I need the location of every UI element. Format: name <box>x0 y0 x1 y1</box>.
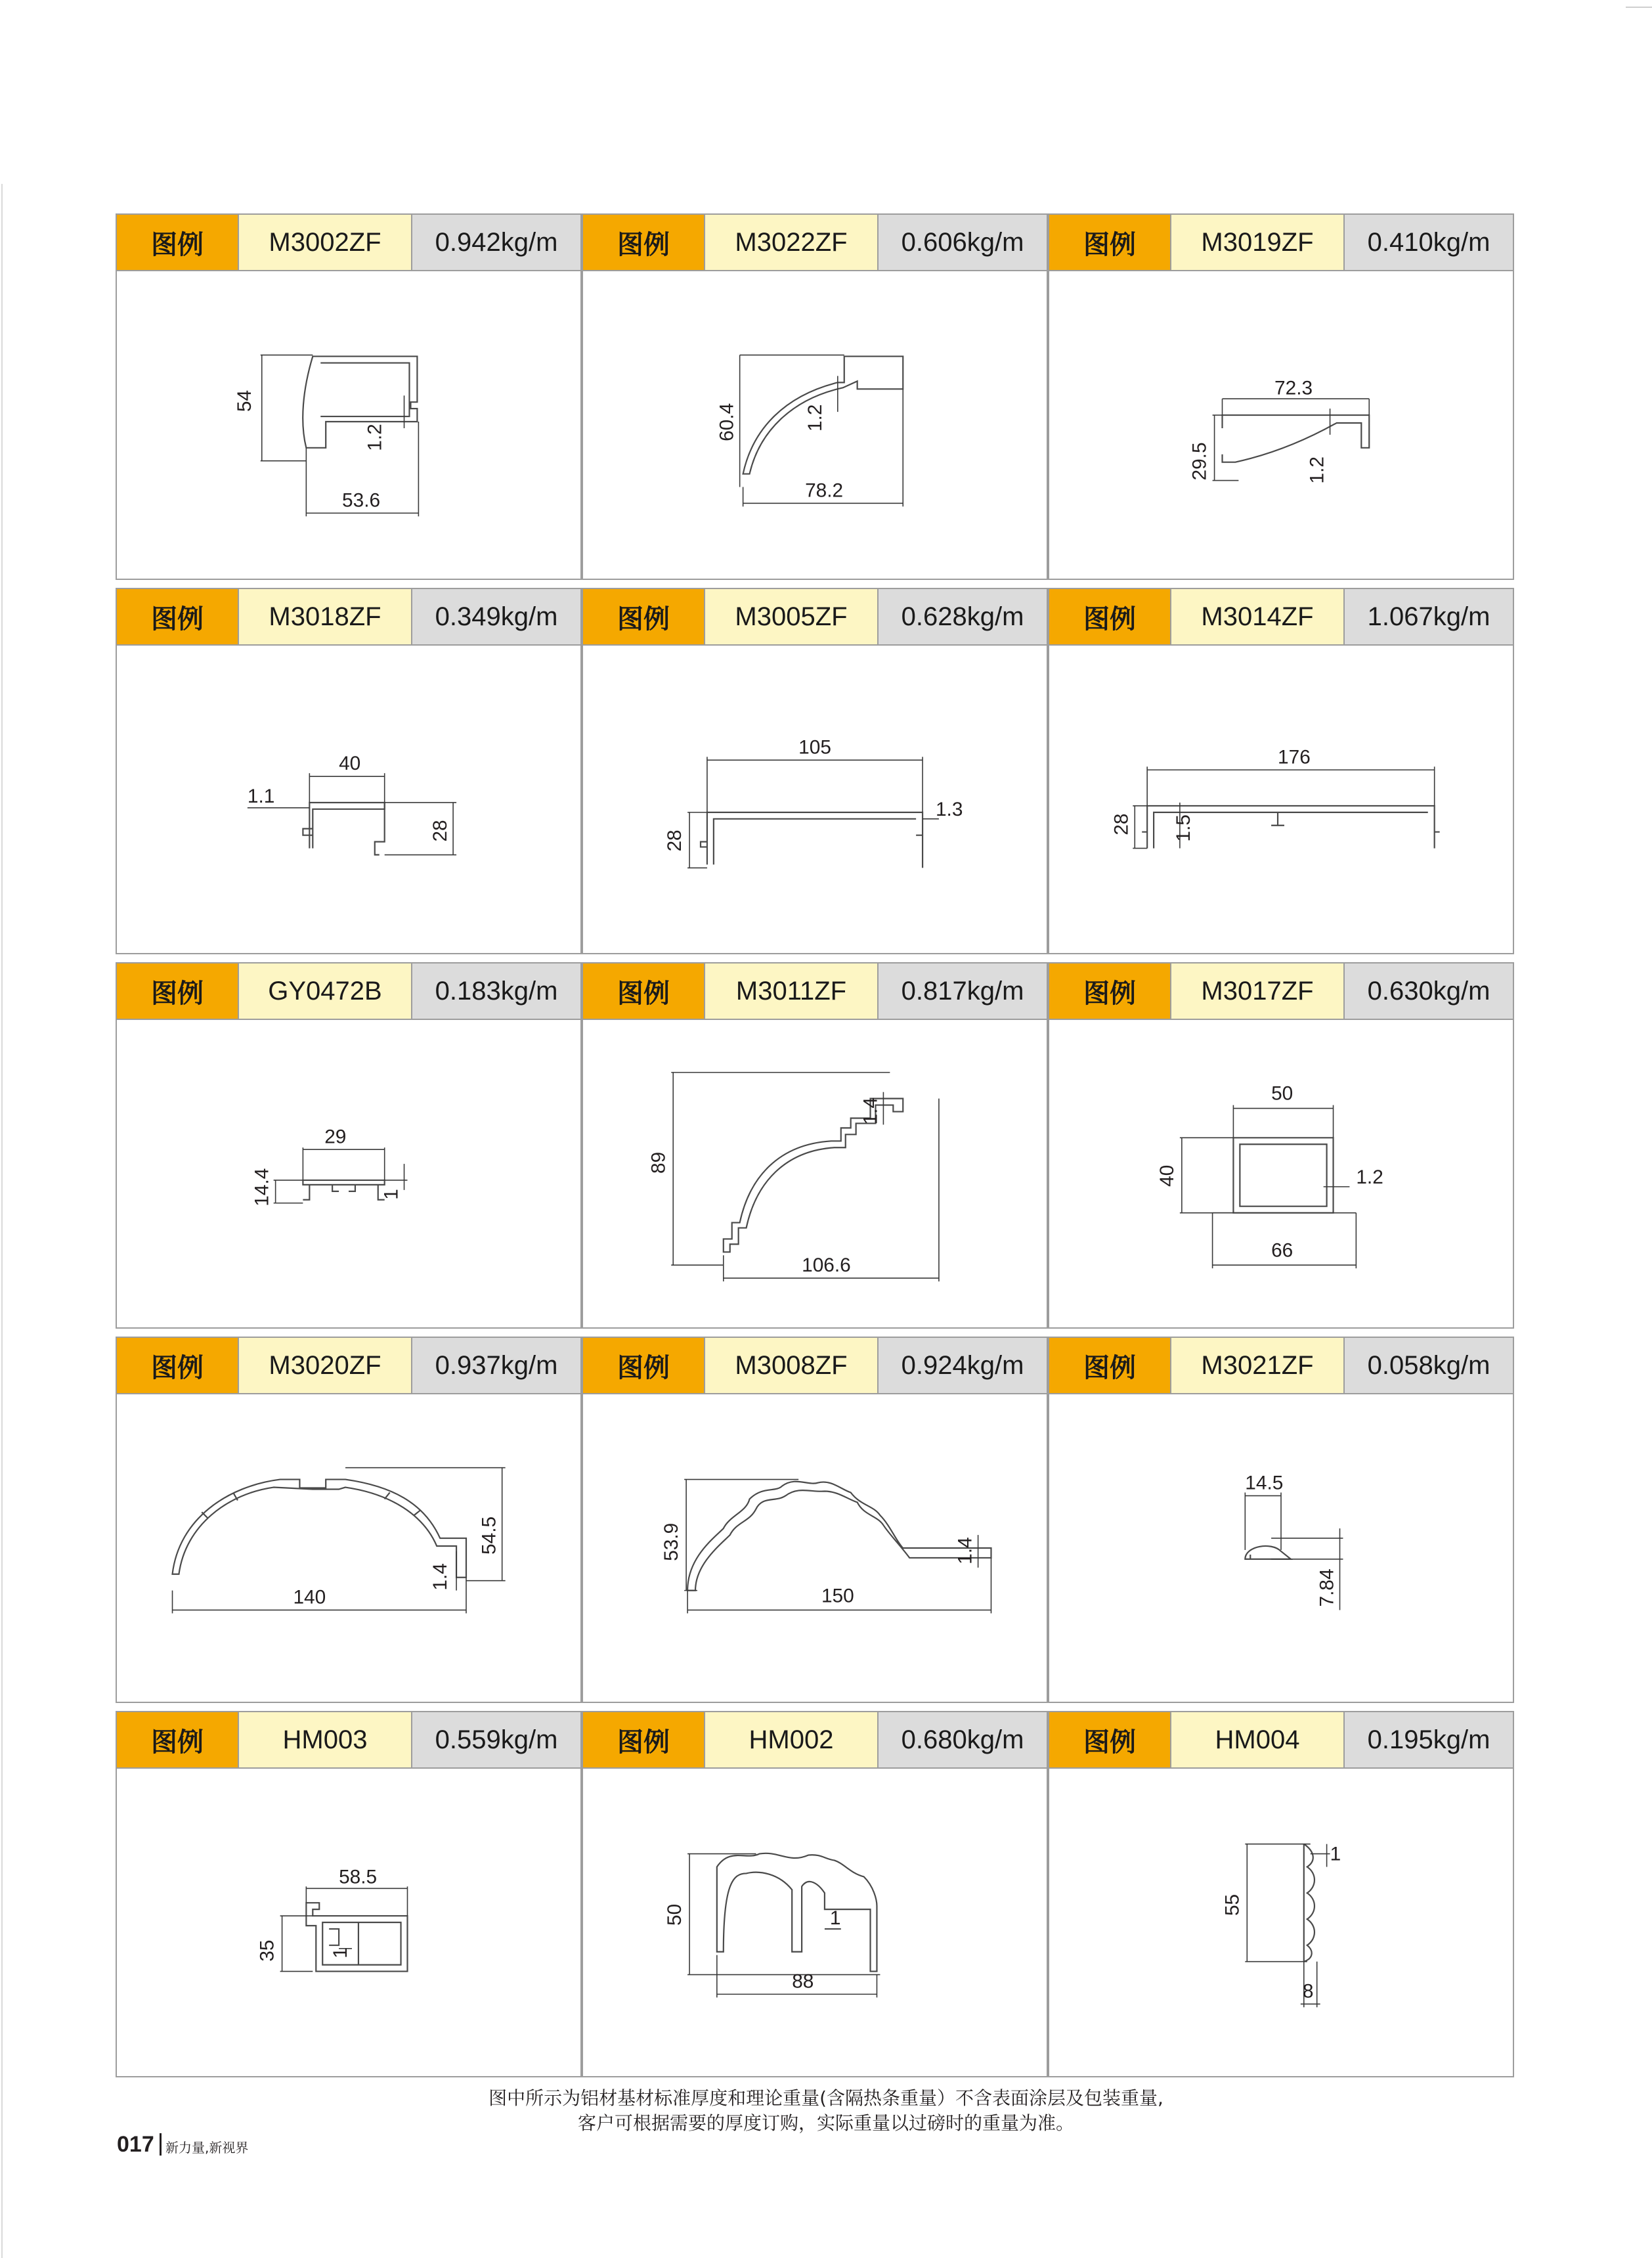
dim-height: 54.5 <box>478 1516 500 1555</box>
profile-weight: 0.559kg/m <box>412 1712 580 1767</box>
profile-code: GY0472B <box>239 963 412 1019</box>
legend-label: 图例 <box>583 1712 705 1767</box>
dim-height: 14.4 <box>251 1168 273 1206</box>
profile-section-diagram <box>1049 1769 1513 2076</box>
dim-thickness: 1.2 <box>1356 1166 1383 1188</box>
card-header <box>117 963 580 1020</box>
card-header <box>583 963 1047 1020</box>
legend-label: 图例 <box>1049 589 1171 644</box>
profile-section-diagram <box>583 1394 1047 1702</box>
legend-label: 图例 <box>117 963 239 1019</box>
dim-height: 40 <box>1156 1164 1178 1187</box>
dim-thickness: 1.5 <box>1172 814 1194 842</box>
profile-section-diagram <box>583 646 1047 953</box>
dim-width: 53.6 <box>342 489 381 512</box>
profile-code: HM003 <box>239 1712 412 1767</box>
dim-height: 55 <box>1221 1893 1244 1916</box>
dim-thickness: 1.3 <box>935 798 963 820</box>
card-header <box>117 589 580 646</box>
legend-label: 图例 <box>117 1712 239 1767</box>
footer-note-line2: 客户可根据需要的厚度订购，实际重量以过磅时的重量为准。 <box>577 2112 1074 2134</box>
profile-card <box>116 1711 582 2077</box>
dim-width: 72.3 <box>1274 377 1313 399</box>
legend-label: 图例 <box>117 215 239 270</box>
profile-weight: 0.606kg/m <box>879 215 1047 270</box>
profile-card <box>1048 962 1514 1329</box>
profile-section-diagram <box>117 1394 580 1702</box>
profile-drawing <box>583 1769 1047 2076</box>
dim-width: 40 <box>339 753 361 775</box>
profile-drawing <box>117 646 580 953</box>
profile-weight: 0.924kg/m <box>879 1338 1047 1393</box>
legend-label: 图例 <box>1049 215 1171 270</box>
card-header <box>583 1338 1047 1394</box>
dim-height: 28 <box>1110 813 1133 835</box>
profile-section-diagram <box>117 1769 580 2076</box>
profile-card <box>1048 1711 1514 2077</box>
profile-code: M3011ZF <box>705 963 879 1019</box>
card-header <box>583 1712 1047 1769</box>
profile-weight: 0.680kg/m <box>879 1712 1047 1767</box>
legend-label: 图例 <box>1049 1338 1171 1393</box>
profile-drawing <box>1049 1769 1513 2076</box>
card-header <box>1049 963 1513 1020</box>
profile-drawing <box>583 1020 1047 1327</box>
dim-height: 7.84 <box>1316 1568 1338 1607</box>
dim-thickness: 1 <box>1330 1843 1341 1865</box>
profile-drawing <box>1049 1394 1513 1702</box>
legend-label: 图例 <box>117 1338 239 1393</box>
dim-height: 53.9 <box>661 1522 683 1561</box>
dim-thickness: 1 <box>380 1189 402 1200</box>
profile-drawing <box>1049 271 1513 579</box>
profile-card <box>582 1711 1048 2077</box>
card-header <box>1049 215 1513 271</box>
dim-thickness: 1 <box>829 1907 841 1929</box>
profile-section-diagram <box>117 271 580 579</box>
profile-card <box>582 213 1048 580</box>
profile-code: M3020ZF <box>239 1338 412 1393</box>
footer-slogan: 新力量,新视界 <box>165 2140 249 2156</box>
legend-label: 图例 <box>583 589 705 644</box>
dim-height: 35 <box>256 1939 278 1962</box>
profile-drawing <box>583 646 1047 953</box>
profile-card <box>116 962 582 1329</box>
dim-width: 78.2 <box>805 479 844 502</box>
profile-drawing <box>117 1394 580 1702</box>
profile-drawing <box>583 271 1047 579</box>
profile-code: M3017ZF <box>1171 963 1345 1019</box>
legend-label: 图例 <box>1049 1712 1171 1767</box>
card-header <box>1049 1338 1513 1394</box>
profile-weight: 1.067kg/m <box>1345 589 1513 644</box>
profile-drawing <box>583 1394 1047 1702</box>
card-header <box>583 589 1047 646</box>
dim-thickness: 1.4 <box>859 1097 882 1125</box>
profile-code: HM004 <box>1171 1712 1345 1767</box>
profile-drawing <box>117 1769 580 2076</box>
profile-card <box>582 962 1048 1329</box>
profile-section-diagram <box>1049 271 1513 579</box>
profile-card <box>1048 213 1514 580</box>
profile-section-diagram <box>583 271 1047 579</box>
dim-width: 88 <box>792 1970 814 1993</box>
dim-thickness: 1.4 <box>429 1563 452 1591</box>
profile-weight: 0.942kg/m <box>412 215 580 270</box>
profile-card <box>116 1337 582 1703</box>
card-header <box>117 1338 580 1394</box>
profile-card <box>1048 1337 1514 1703</box>
profile-weight: 0.817kg/m <box>879 963 1047 1019</box>
dim-thickness: 1.4 <box>954 1537 976 1564</box>
profile-weight: 0.410kg/m <box>1345 215 1513 270</box>
footer-note-line1: 图中所示为铝材基材标准厚度和理论重量(含隔热条重量）不含表面涂层及包装重量, <box>489 2087 1163 2109</box>
profile-code: M3014ZF <box>1171 589 1345 644</box>
profile-code: HM002 <box>705 1712 879 1767</box>
legend-label: 图例 <box>583 963 705 1019</box>
profile-section-diagram <box>583 1020 1047 1327</box>
profile-weight: 0.195kg/m <box>1345 1712 1513 1767</box>
profile-code: M3018ZF <box>239 589 412 644</box>
legend-label: 图例 <box>117 589 239 644</box>
crop-mark <box>1626 7 1652 8</box>
page-number-separator <box>160 2133 162 2156</box>
card-header <box>1049 589 1513 646</box>
profile-weight: 0.628kg/m <box>879 589 1047 644</box>
dim-width: 140 <box>293 1586 326 1608</box>
dim-width: 106.6 <box>802 1254 851 1277</box>
dim-width: 29 <box>324 1126 347 1148</box>
dim-thickness: 1.2 <box>1306 456 1328 484</box>
dim-base-width: 66 <box>1271 1239 1293 1262</box>
profile-card <box>582 1337 1048 1703</box>
profile-card <box>1048 588 1514 954</box>
dim-width: 8 <box>1302 1980 1314 2003</box>
dim-width: 176 <box>1278 746 1311 768</box>
page-number: 017 <box>117 2132 154 2157</box>
profile-section-diagram <box>583 1769 1047 2076</box>
profile-weight: 0.183kg/m <box>412 963 580 1019</box>
profile-drawing <box>1049 1020 1513 1327</box>
profile-weight: 0.630kg/m <box>1345 963 1513 1019</box>
legend-label: 图例 <box>1049 963 1171 1019</box>
profile-weight: 0.058kg/m <box>1345 1338 1513 1393</box>
profile-card <box>582 588 1048 954</box>
profile-section-diagram <box>1049 1020 1513 1327</box>
card-header <box>117 1712 580 1769</box>
profile-section-diagram <box>117 646 580 953</box>
profile-card <box>116 213 582 580</box>
profile-code: M3008ZF <box>705 1338 879 1393</box>
profile-code: M3022ZF <box>705 215 879 270</box>
dim-height: 28 <box>429 820 452 842</box>
dim-height: 89 <box>647 1151 670 1174</box>
dim-height: 29.5 <box>1188 442 1211 481</box>
dim-height: 28 <box>664 830 686 852</box>
dim-width: 150 <box>821 1585 854 1607</box>
dim-thickness: 1.2 <box>364 424 386 451</box>
profile-section-diagram <box>117 1020 580 1327</box>
dim-thickness: 1.1 <box>247 785 275 807</box>
dim-width: 50 <box>1271 1082 1293 1105</box>
profile-code: M3019ZF <box>1171 215 1345 270</box>
profile-code: M3005ZF <box>705 589 879 644</box>
dim-width: 58.5 <box>339 1866 378 1888</box>
card-header <box>117 215 580 271</box>
profile-weight: 0.937kg/m <box>412 1338 580 1393</box>
dim-thickness: 1.2 <box>804 404 826 432</box>
dim-width: 105 <box>798 736 831 759</box>
dim-width: 14.5 <box>1245 1472 1284 1494</box>
profile-section-diagram <box>1049 646 1513 953</box>
profile-weight: 0.349kg/m <box>412 589 580 644</box>
profile-drawing <box>1049 646 1513 953</box>
dim-thickness: 1 <box>330 1947 352 1959</box>
profile-card <box>116 588 582 954</box>
profile-catalog-grid <box>116 213 1514 2077</box>
dim-height: 60.4 <box>716 403 738 441</box>
profile-drawing <box>117 1020 580 1327</box>
profile-section-diagram <box>1049 1394 1513 1702</box>
profile-code: M3021ZF <box>1171 1338 1345 1393</box>
page-edge-line <box>1 184 3 2258</box>
legend-label: 图例 <box>583 1338 705 1393</box>
card-header <box>583 215 1047 271</box>
legend-label: 图例 <box>583 215 705 270</box>
dim-height: 50 <box>664 1903 686 1926</box>
profile-drawing <box>117 271 580 579</box>
profile-code: M3002ZF <box>239 215 412 270</box>
card-header <box>1049 1712 1513 1769</box>
dim-height: 54 <box>233 389 255 412</box>
